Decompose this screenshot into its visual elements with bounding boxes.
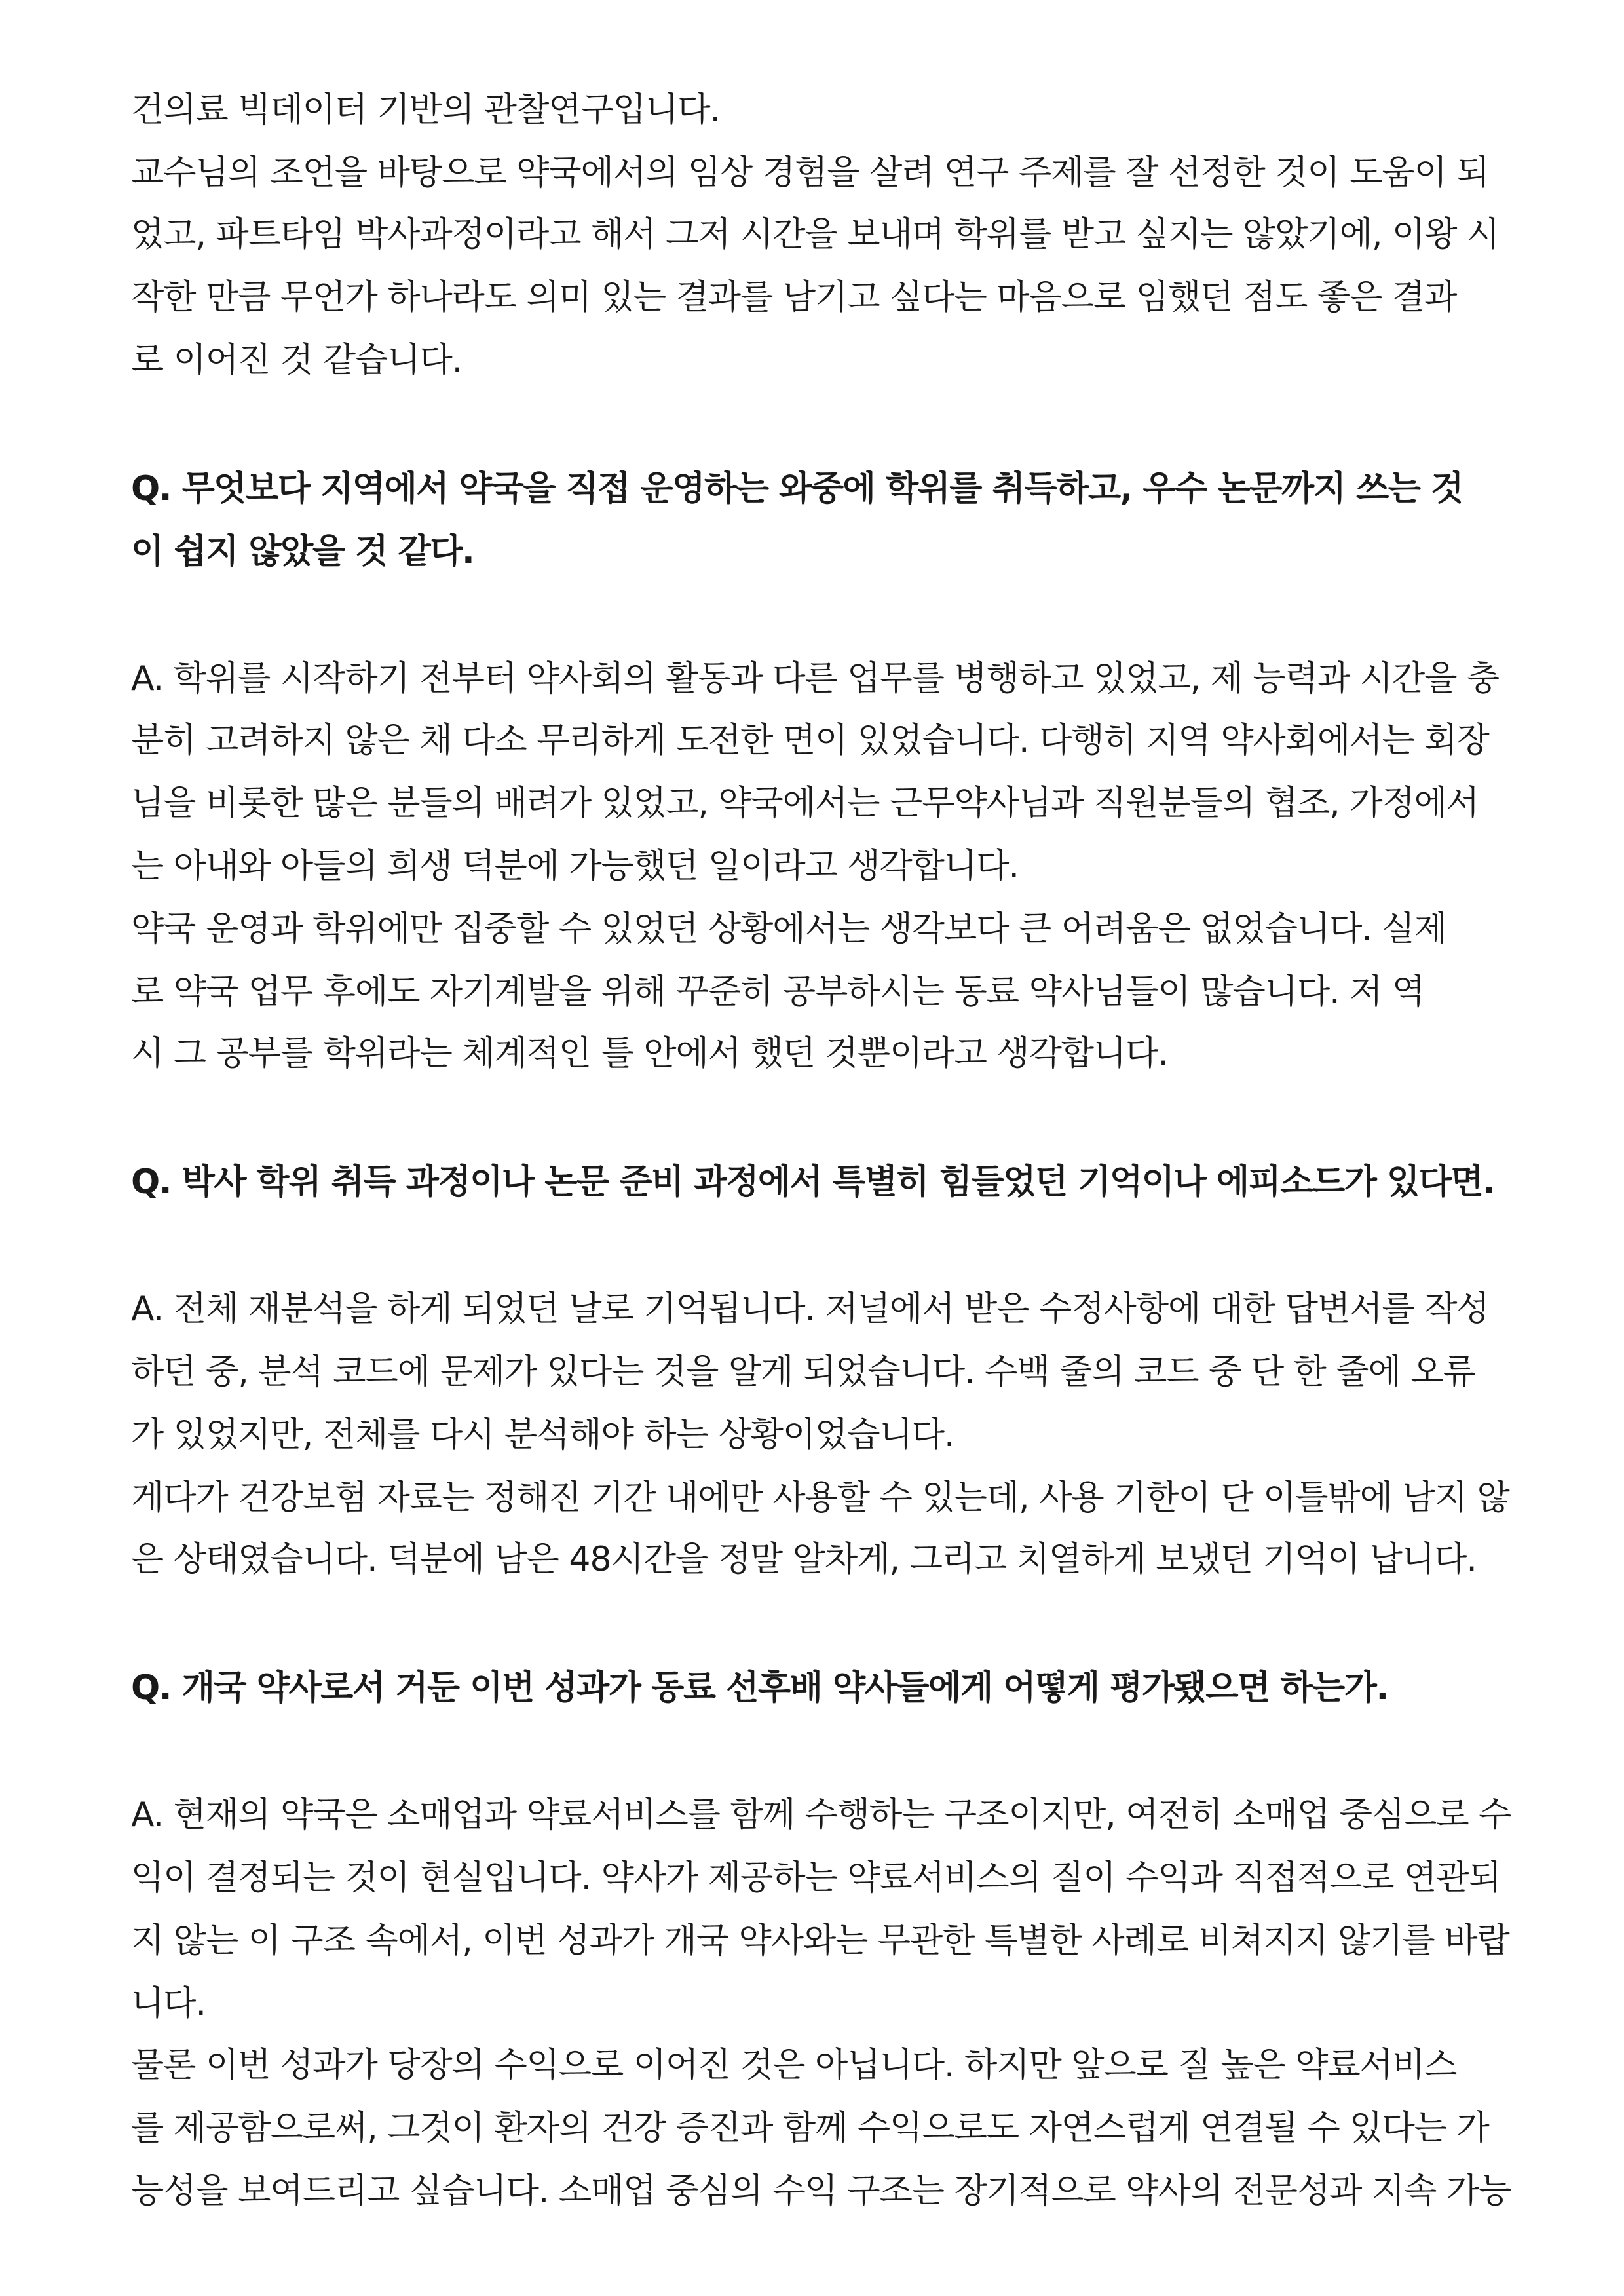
question-heading: 이 쉽지 않았을 것 같다. (131, 532, 474, 571)
question-heading: Q. 무엇보다 지역에서 약국을 직접 운영하는 와중에 학위를 취득하고, 우수 논문까지 쓰는 것 (131, 469, 1463, 508)
intro-line: 건의료 빅데이터 기반의 관찰연구입니다. (131, 90, 721, 130)
answer-line: 물론 이번 성과가 당장의 수익으로 이어진 것은 아닙니다. 하지만 앞으로 질 높은 약료서비스 (131, 2046, 1457, 2085)
answer-line: 약국 운영과 학위에만 집중할 수 있었던 상황에서는 생각보다 큰 어려움은 없었습니다. 실제 (131, 909, 1446, 949)
question-heading: Q. 박사 학위 취득 과정이나 논문 준비 과정에서 특별히 힘들었던 기억이나 에피소드가 있다면. (131, 1162, 1495, 1202)
answer-line: A. 전체 재분석을 하게 되었던 날로 기억됩니다. 저널에서 받은 수정사항에 대한 답변서를 작성 (131, 1290, 1489, 1329)
answer-line: 분히 고려하지 않은 채 다소 무리하게 도전한 면이 있었습니다. 다행히 지역 약사회에서는 회장 (131, 721, 1489, 760)
answer-line: A. 현재의 약국은 소매업과 약료서비스를 함께 수행하는 구조이지만, 여전히 소매업 중심으로 수 (131, 1795, 1511, 1835)
answer-line: 니다. (131, 1984, 206, 2023)
intro-line: 로 이어진 것 같습니다. (131, 341, 463, 380)
answer-line: 를 제공함으로써, 그것이 환자의 건강 증진과 함께 수익으로도 자연스럽게 연결될 수 있다는 가 (131, 2109, 1489, 2148)
answer-line: 지 않는 이 구조 속에서, 이번 성과가 개국 약사와는 무관한 특별한 사례로 비쳐지지 않기를 바랍 (131, 1921, 1509, 1961)
answer-line: 은 상태였습니다. 덕분에 남은 48시간을 정말 알차게, 그리고 치열하게 보냈던 기억이 납니다. (131, 1540, 1477, 1579)
question-heading: Q. 개국 약사로서 거둔 이번 성과가 동료 선후배 약사들에게 어떻게 평가됐으면 하는가. (131, 1668, 1388, 1708)
answer-line: A. 학위를 시작하기 전부터 약사회의 활동과 다른 업무를 병행하고 있었고, 제 능력과 시간을 충 (131, 659, 1500, 698)
answer-line: 익이 결정되는 것이 현실입니다. 약사가 제공하는 약료서비스의 질이 수익과 직접적으로 연관되 (131, 1858, 1501, 1898)
answer-line: 시 그 공부를 학위라는 체계적인 틀 안에서 했던 것뿐이라고 생각합니다. (131, 1034, 1169, 1073)
answer-line: 게다가 건강보험 자료는 정해진 기간 내에만 사용할 수 있는데, 사용 기한이 단 이틀밖에 남지 않 (131, 1478, 1509, 1518)
answer-line: 능성을 보여드리고 싶습니다. 소매업 중심의 수익 구조는 장기적으로 약사의 전문성과 지속 가능 (131, 2172, 1511, 2211)
answer-line: 는 아내와 아들의 희생 덕분에 가능했던 일이라고 생각합니다. (131, 847, 1019, 886)
answer-line: 하던 중, 분석 코드에 문제가 있다는 것을 알게 되었습니다. 수백 줄의 코드 중 단 한 줄에 오류 (131, 1352, 1475, 1392)
intro-line: 작한 만큼 무언가 하나라도 의미 있는 결과를 남기고 싶다는 마음으로 임했던 점도 좋은 결과 (131, 278, 1457, 317)
answer-line: 님을 비롯한 많은 분들의 배려가 있었고, 약국에서는 근무약사님과 직원분들의 협조, 가정에서 (131, 784, 1479, 823)
intro-line: 교수님의 조언을 바탕으로 약국에서의 임상 경험을 살려 연구 주제를 잘 선정한 것이 도움이 되 (131, 153, 1489, 193)
intro-line: 었고, 파트타임 박사과정이라고 해서 그저 시간을 보내며 학위를 받고 싶지는 않았기에, 이왕 시 (131, 215, 1500, 254)
answer-line: 가 있었지만, 전체를 다시 분석해야 하는 상황이었습니다. (131, 1415, 954, 1455)
answer-line: 로 약국 업무 후에도 자기계발을 위해 꾸준히 공부하시는 동료 약사님들이 많습니다. 저 역 (131, 972, 1425, 1012)
